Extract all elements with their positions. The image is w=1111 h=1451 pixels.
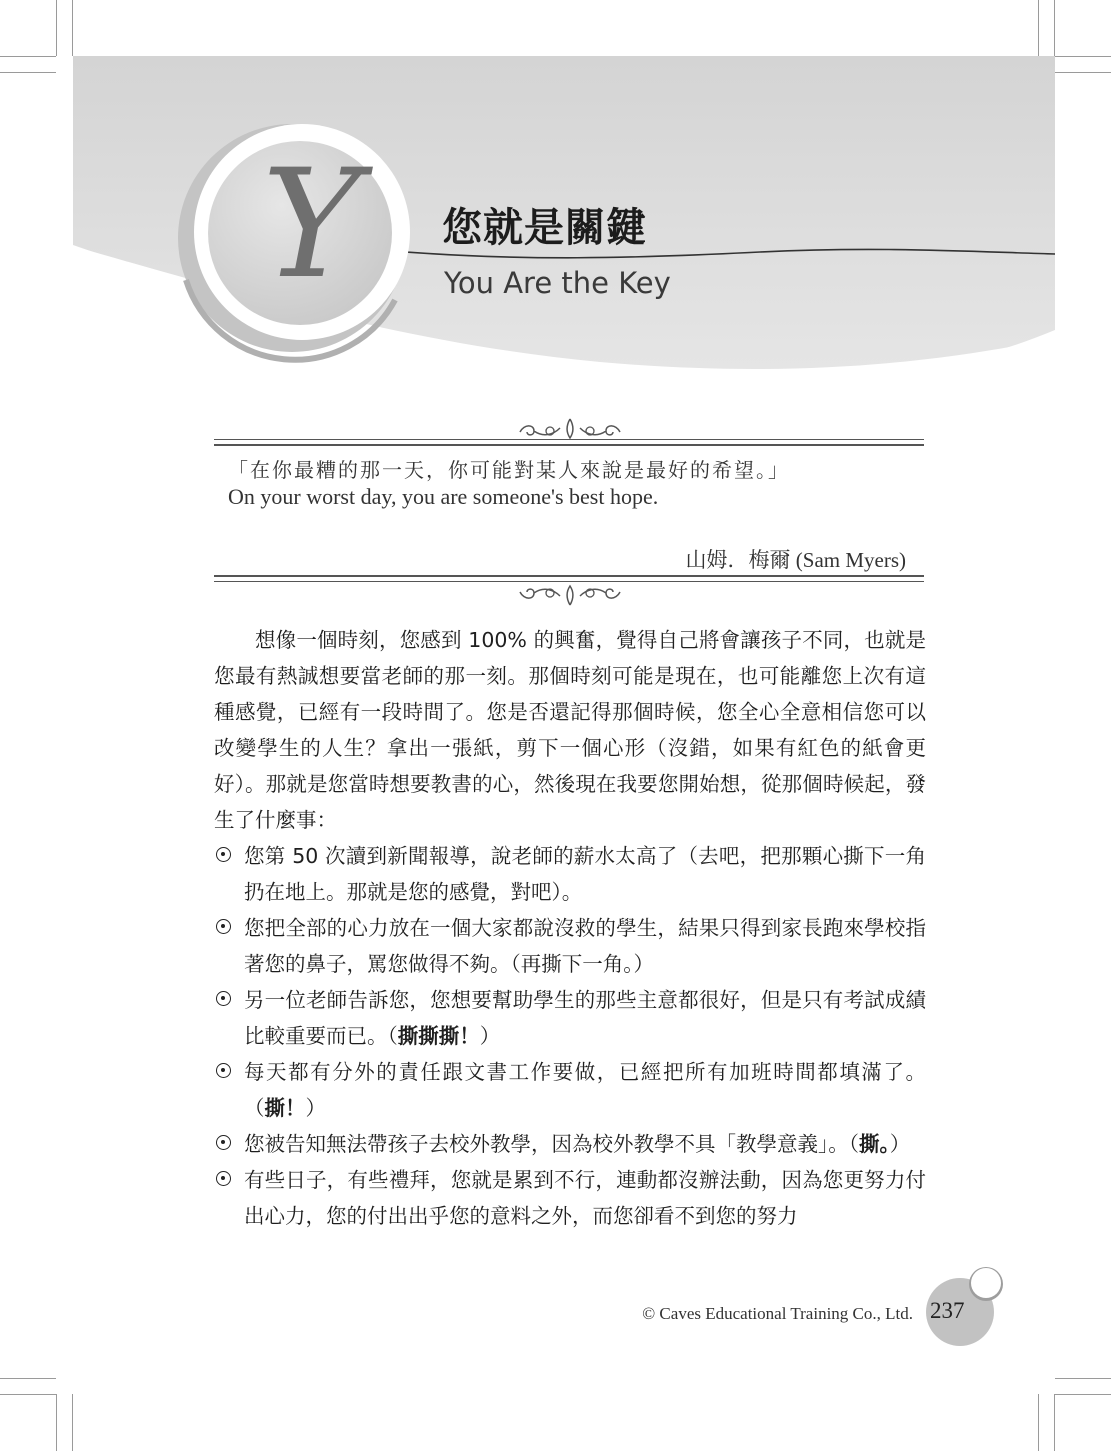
flourish-ornament-bottom (510, 582, 630, 608)
body-text (214, 622, 926, 1234)
quote-text-zh: 「在你最糟的那一天，你可能對某人來說是最好的希望。」 (228, 458, 790, 482)
list-item-emphasis: 撕撕撕！ (397, 1024, 480, 1048)
crop-mark (1055, 1378, 1111, 1379)
circle-bullet-icon (216, 1171, 231, 1186)
list-item-text: 您第 50 次讀到新聞報導，說老師的薪水太高了（去吧，把那顆心撕下一角扔在地上。那就是您的感覺，對吧）。 (244, 844, 926, 904)
intro-paragraph: 想像一個時刻，您感到 100% 的興奮，覺得自己將會讓孩子不同，也就是您最有熱誠想要當老師的那一刻。那個時刻可能是現在，也可能離您上次有這種感覺，已經有一段時間了。您是否還記得那個時候，您全心全意相信您可以改變學生的人生？拿出一張紙，剪下一個心形（沒錯，如果有紅色的紙會更好）。那就是您當時想要教書的心，然後現在我要您開始想，從那個時候起，發生了什麼事： (214, 628, 926, 832)
footer-copyright: © Caves Educational Training Co., Ltd. (642, 1304, 913, 1323)
list-item-text-end: ） (889, 1132, 911, 1156)
list-item (214, 1162, 926, 1234)
quote-rule-bottom (214, 575, 924, 582)
quote-text-en: On your worst day, you are someone's best hope. (228, 484, 659, 509)
circle-bullet-icon (216, 1135, 231, 1150)
circle-bullet-icon (216, 919, 231, 934)
circle-bullet-icon (216, 847, 231, 862)
list-item (214, 1054, 926, 1126)
circle-bullet-icon (216, 991, 231, 1006)
chapter-letter: Y (262, 138, 362, 312)
quote-rule-top (214, 439, 924, 446)
list-item (214, 982, 926, 1054)
bullet-list (214, 838, 926, 1234)
list-item-text: 另一位老師告訴您，您想要幫助學生的那些主意都很好，但是只有考試成績比較重要而已。（ (244, 988, 926, 1048)
chapter-title-zh: 您就是關鍵 (442, 205, 647, 251)
list-item-emphasis: 撕！ (264, 1096, 306, 1120)
crop-mark (0, 1394, 56, 1395)
crop-mark (0, 1378, 56, 1379)
list-item-text: 有些日子，有些禮拜，您就是累到不行，連動都沒辦法動，因為您更努力付出心力，您的付出出乎您的意料之外，而您卻看不到您的努力 (244, 1168, 926, 1228)
crop-mark (1054, 1394, 1055, 1451)
list-item-text: 您被告知無法帶孩子去校外教學，因為校外教學不具「教學意義」。（ (244, 1132, 859, 1156)
list-item (214, 910, 926, 982)
crop-mark (56, 1394, 57, 1451)
page-number: 237 (930, 1298, 965, 1323)
list-item-text: 您把全部的心力放在一個大家都說沒救的學生，結果只得到家長跑來學校指著您的鼻子，罵您做得不夠。（再撕下一角。） (244, 916, 926, 976)
crop-mark (1038, 1394, 1039, 1451)
crop-mark (72, 1394, 73, 1451)
list-item-text: 每天都有分外的責任跟文書工作要做，已經把所有加班時間都填滿了。（ (244, 1060, 926, 1120)
list-item-text-end: ） (305, 1096, 326, 1120)
list-item-text-end: ） (479, 1024, 501, 1048)
crop-mark (1055, 1394, 1111, 1395)
circle-bullet-icon (216, 1063, 231, 1078)
list-item (214, 1126, 926, 1162)
chapter-title-en: You Are the Key (444, 266, 671, 300)
list-item-emphasis: 撕。 (859, 1132, 890, 1156)
quote-attribution: 山姆．梅爾 (Sam Myers) (685, 548, 906, 572)
list-item (214, 838, 926, 910)
